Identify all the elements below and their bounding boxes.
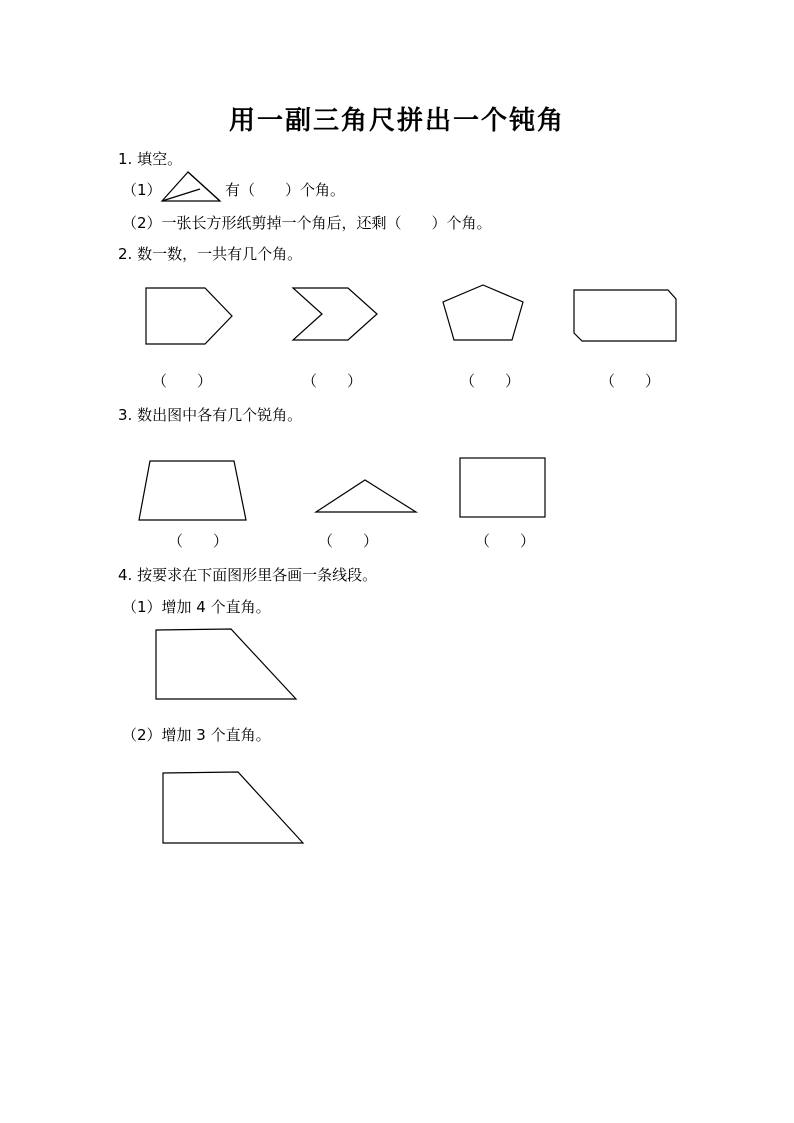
q1-heading: 1. 填空。 xyxy=(118,150,183,168)
q1-item1-prefix: （1） xyxy=(122,181,162,199)
q3-rectangle-shape xyxy=(459,457,547,519)
q3-answer-blank-1[interactable]: （ ） xyxy=(168,532,229,550)
q1-item1-text: 有（ ）个角。 xyxy=(225,181,346,199)
q2-heading: 2. 数一数，一共有几个角。 xyxy=(118,245,303,263)
q3-answer-blank-3[interactable]: （ ） xyxy=(475,532,536,550)
q2-pentagon-arrow-shape xyxy=(145,287,235,347)
q3-answer-blank-2[interactable]: （ ） xyxy=(318,532,379,550)
q2-regular-pentagon-shape xyxy=(442,284,526,344)
q2-answer-blank-1[interactable]: （ ） xyxy=(152,372,213,390)
q1-triangle-figure xyxy=(160,170,222,204)
q4-right-trapezoid-1 xyxy=(155,628,299,702)
q2-answer-blank-2[interactable]: （ ） xyxy=(302,372,363,390)
q2-chevron-shape xyxy=(292,287,382,343)
q2-cut-rectangle-shape xyxy=(573,289,679,343)
q3-obtuse-triangle-shape xyxy=(315,479,419,515)
q4-right-trapezoid-2 xyxy=(162,771,306,846)
q2-answer-blank-4[interactable]: （ ） xyxy=(600,372,661,390)
q2-answer-blank-3[interactable]: （ ） xyxy=(460,372,521,390)
q4-item1-text: （1）增加 4 个直角。 xyxy=(122,598,271,616)
q3-trapezoid-shape xyxy=(138,460,250,522)
q3-heading: 3. 数出图中各有几个锐角。 xyxy=(118,406,303,424)
q4-heading: 4. 按要求在下面图形里各画一条线段。 xyxy=(118,566,378,584)
q4-item2-text: （2）增加 3 个直角。 xyxy=(122,726,271,744)
page-title: 用一副三角尺拼出一个钝角 xyxy=(228,106,565,136)
q1-item2-text: （2）一张长方形纸剪掉一个角后，还剩（ ）个角。 xyxy=(122,214,492,232)
